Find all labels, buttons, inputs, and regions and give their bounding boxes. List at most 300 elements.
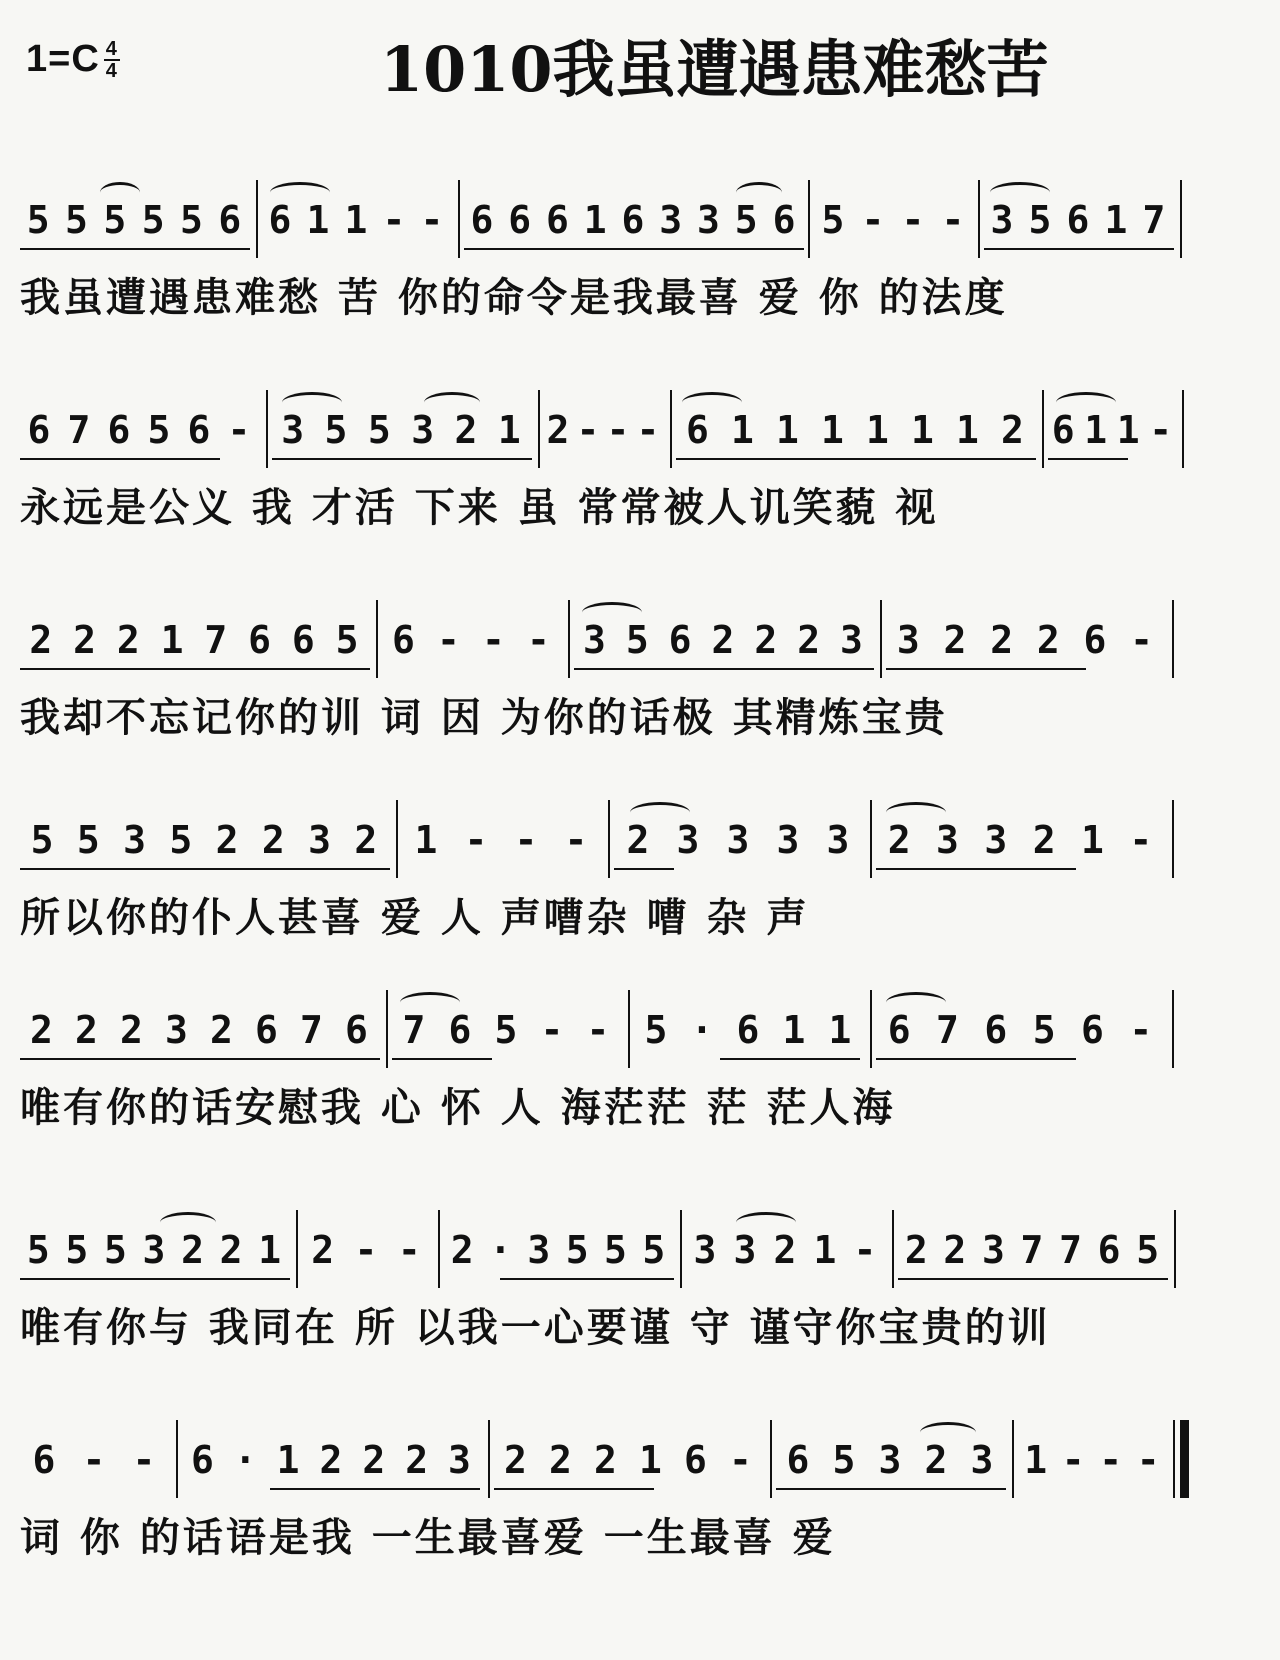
note: - [636,408,662,452]
measure [876,818,1166,862]
note: 6 [470,198,496,242]
slur [736,1212,796,1233]
beam [574,668,874,670]
lyric-line: 唯有你的话安慰我 心 怀 人 海茫茫 茫 茫人海 [20,1084,896,1131]
note: 7 [936,1008,961,1052]
notes-row [20,800,1260,882]
note: 7 [300,1008,325,1052]
note: 5 [65,1228,91,1272]
note: 2 [116,618,142,662]
note: 2 [594,1438,619,1482]
note: 2 [405,1438,431,1482]
note: 6 [190,1438,216,1482]
note: - [397,1228,423,1272]
barline [892,1210,894,1288]
music-system-7 [20,1420,1260,1566]
note: 2 [754,618,780,662]
note: 6 [772,198,798,242]
beam [464,248,804,250]
slur [886,992,946,1013]
note: 2 [1036,618,1062,662]
beam [20,1278,290,1280]
note: - [861,198,887,242]
key-signature [26,38,120,81]
note: 2 [261,818,287,862]
note: 2 [887,818,913,862]
beam [614,868,674,870]
note: 2 [73,618,99,662]
note: - [606,408,632,452]
note: 5 [65,198,90,242]
note: 1 [344,198,370,242]
note: - [586,1008,612,1052]
slur [160,1212,216,1233]
note: 2 [215,818,241,862]
notes-row [20,600,1260,682]
measure [382,618,562,662]
notes-row [20,1210,1260,1292]
note: 2 [354,818,380,862]
measure [814,198,974,242]
slur [270,182,330,203]
note: - [729,1438,754,1482]
note: 2 [362,1438,388,1482]
note: - [1099,1438,1125,1482]
note: 5 [604,1228,629,1272]
note: 5 [832,1438,858,1482]
measure [262,198,452,242]
note: 1 [1024,1438,1050,1482]
measure [20,618,370,662]
note: - [901,198,927,242]
measure [686,1228,886,1272]
barline [568,600,570,678]
note: 6 [786,1438,812,1482]
note: 3 [990,198,1016,242]
beam [20,868,390,870]
barline [396,800,398,878]
note: 3 [693,1228,719,1272]
beam [20,1058,380,1060]
note: 2 [943,1228,969,1272]
music-system-6 [20,1210,1260,1356]
measure [676,408,1036,452]
note: - [540,1008,566,1052]
note: - [482,618,507,662]
song-title: 1010我虽遭遇患难愁苦 [380,33,1049,106]
barline [870,800,872,878]
barline [1174,1210,1176,1288]
note: 2 [711,618,737,662]
note: · [690,1008,716,1052]
note: 2 [181,1228,206,1272]
barline [458,180,460,258]
beam [500,1278,674,1280]
note: 1 [828,1008,854,1052]
note: 6 [187,408,213,452]
note: 3 [984,818,1010,862]
beam [270,1488,480,1490]
note: 5 [180,198,205,242]
note: 3 [123,818,149,862]
note: 1 [1116,408,1142,452]
note: 6 [448,1008,474,1052]
note: 6 [107,408,133,452]
note: 6 [984,1008,1010,1052]
beam [20,248,250,250]
note: 6 [684,1438,709,1482]
note: 7 [67,408,93,452]
lyric-line: 我却不忘记你的训 词 因 为你的话极 其精炼宝贵 [20,694,948,741]
note: - [1149,408,1175,452]
note: 1 [813,1228,839,1272]
note: 1 [821,408,846,452]
note: 1 [276,1438,302,1482]
note: - [1061,1438,1087,1482]
note: 7 [402,1008,428,1052]
note: 6 [668,618,694,662]
note: 1 [160,618,186,662]
note: - [576,408,602,452]
beam [898,1278,1168,1280]
note: - [564,818,590,862]
barline [176,1420,178,1498]
measure [464,198,804,242]
note: 2 [990,618,1016,662]
note: 5 [367,408,393,452]
barline [808,180,810,258]
note: 2 [219,1228,245,1272]
note: 2 [120,1008,145,1052]
note: - [1130,618,1156,662]
note: 5 [26,1228,52,1272]
barline [376,600,378,678]
note: 3 [896,618,922,662]
note: 5 [141,198,167,242]
note: 5 [103,198,129,242]
note: 1 [583,198,609,242]
measure [402,818,602,862]
lyric-line: 我虽遭遇患难愁 苦 你的命令是我最喜 爱 你 的法度 [20,274,1008,321]
beam [1048,458,1128,460]
note: · [489,1228,514,1272]
barline [670,390,672,468]
note: 2 [75,1008,100,1052]
music-system-4 [20,800,1260,946]
note: 3 [697,198,722,242]
final-barline [1180,1420,1189,1498]
note: 5 [30,818,56,862]
note: - [514,818,540,862]
barline [1172,800,1174,878]
barline [1012,1420,1014,1498]
slur [100,182,140,203]
note: 2 [454,408,480,452]
note: 3 [733,1228,759,1272]
note: 5 [103,1228,129,1272]
measure [1018,1438,1168,1482]
measure [20,1228,290,1272]
note: 2 [773,1228,799,1272]
notes-row [20,180,1260,262]
note: - [1129,818,1155,862]
barline [438,1210,440,1288]
barline [608,800,610,878]
measure [20,1438,170,1482]
note: 3 [981,1228,1007,1272]
slur [682,392,742,413]
note: 2 [924,1438,950,1482]
key-text: 1=C [26,38,100,80]
beam [392,1058,492,1060]
note: 1 [1081,818,1106,862]
note: 1 [776,408,801,452]
note: 3 [411,408,437,452]
music-system-1 [20,180,1260,326]
notes-row [20,990,1260,1072]
barline [1042,390,1044,468]
slur [282,392,342,413]
note: 5 [625,618,651,662]
note: 6 [1083,618,1109,662]
note: 6 [27,408,53,452]
lyric-line: 词 你 的话语是我 一生最喜爱 一生最喜 爱 [20,1514,836,1561]
music-system-3 [20,600,1260,746]
note: 5 [1136,1228,1162,1272]
note: 3 [878,1438,904,1482]
measure [444,1228,674,1272]
note: 6 [291,618,317,662]
note: 5 [76,818,102,862]
note: 5 [1032,1008,1058,1052]
note: 3 [281,408,307,452]
note: 6 [887,1008,913,1052]
note: 2 [626,818,652,862]
beam [494,1488,654,1490]
note: 1 [306,198,332,242]
note: 6 [1081,1008,1106,1052]
note: 7 [1142,198,1168,242]
music-system-2 [20,390,1260,536]
note: 3 [448,1438,473,1482]
note: 6 [255,1008,280,1052]
note: 5 [169,818,195,862]
note: 5 [642,1228,668,1272]
note: 7 [1020,1228,1046,1272]
slur [736,182,782,203]
note: 7 [1059,1228,1084,1272]
note: 6 [392,618,417,662]
measure [182,1438,482,1482]
time-signature [104,39,120,81]
measure [634,1008,864,1052]
note: 5 [1028,198,1054,242]
measure [574,618,874,662]
beam [676,458,1036,460]
measure [984,198,1174,242]
note: - [464,818,490,862]
note: 1 [866,408,891,452]
note: - [420,198,446,242]
measure [20,408,260,452]
beam [984,248,1174,250]
note: 6 [508,198,534,242]
beam [272,458,532,460]
slur [424,392,480,413]
note: 1 [731,408,756,452]
note: 1 [497,408,523,452]
note: 2 [904,1228,930,1272]
note: - [1129,1008,1155,1052]
note: 1 [1104,198,1130,242]
note: - [382,198,408,242]
note: 5 [147,408,173,452]
time-top: 4 [105,37,118,60]
measure [494,1438,764,1482]
note: 2 [797,618,823,662]
note: 6 [621,198,647,242]
note: 3 [308,818,334,862]
notes-row [20,1420,1260,1502]
note: 6 [1051,408,1077,452]
barline [680,1210,682,1288]
measure [614,818,864,862]
note: 5 [324,408,350,452]
slur [920,1422,976,1443]
note: 5 [494,1008,520,1052]
notes-row [20,390,1260,472]
measure [272,408,532,452]
slur [990,182,1050,203]
barline [1172,600,1174,678]
slur [1056,392,1116,413]
note: 6 [32,1438,58,1482]
note: 3 [142,1228,168,1272]
note: 2 [1001,408,1026,452]
note: 3 [676,818,702,862]
measure [544,408,664,452]
note: 1 [1084,408,1110,452]
note: 3 [527,1228,553,1272]
measure [20,1008,380,1052]
note: 2 [319,1438,345,1482]
slur [886,802,946,823]
note: 3 [826,818,852,862]
barline [978,180,980,258]
note: 1 [956,408,981,452]
barline [256,180,258,258]
barline [870,990,872,1068]
note: 5 [565,1228,591,1272]
note: 1 [911,408,936,452]
note: 6 [1097,1228,1123,1272]
note: 6 [345,1008,370,1052]
note: 2 [311,1228,337,1272]
barline [628,990,630,1068]
slur [630,802,690,823]
note: 6 [545,198,571,242]
measure [886,618,1166,662]
note: - [1136,1438,1162,1482]
measure [898,1228,1168,1272]
note: 1 [782,1008,808,1052]
barline [1172,990,1174,1068]
note: 2 [943,618,969,662]
note: · [233,1438,259,1482]
lyric-line: 永远是公义 我 才活 下来 虽 常常被人讥笑藐 视 [20,484,939,531]
slur [400,992,460,1013]
note: 1 [258,1228,284,1272]
note: - [527,618,552,662]
note: 2 [210,1008,235,1052]
note: 5 [821,198,847,242]
measure [876,1008,1166,1052]
note: - [354,1228,380,1272]
beam [886,668,1086,670]
note: 3 [726,818,752,862]
beam [776,1488,1006,1490]
barline [488,1420,490,1498]
note: 7 [204,618,230,662]
note: 1 [414,818,440,862]
note: 2 [30,1008,55,1052]
note: 2 [1032,818,1058,862]
note: 2 [546,408,572,452]
note: 5 [335,618,361,662]
note: 3 [659,198,685,242]
note: 6 [218,198,244,242]
barline [1180,180,1182,258]
time-bottom: 4 [105,59,118,82]
note: 5 [644,1008,670,1052]
note: - [132,1438,158,1482]
note: 3 [936,818,961,862]
note: 2 [450,1228,476,1272]
music-system-5 [20,990,1260,1136]
beam [20,458,220,460]
note: 3 [970,1438,996,1482]
note: 3 [582,618,608,662]
note: - [853,1228,879,1272]
note: 1 [639,1438,664,1482]
note: 5 [26,198,52,242]
beam [876,1058,1076,1060]
note: 6 [268,198,294,242]
note: 3 [165,1008,190,1052]
measure [392,1008,622,1052]
barline [296,1210,298,1288]
barline [386,990,388,1068]
beam [876,868,1076,870]
measure [302,1228,432,1272]
note: 5 [734,198,760,242]
measure [20,818,390,862]
note: 2 [549,1438,574,1482]
note: 6 [1066,198,1092,242]
lyric-line: 唯有你与 我同在 所 以我一心要谨 守 谨守你宝贵的训 [20,1304,1051,1351]
note: 3 [840,618,865,662]
note: 6 [248,618,274,662]
note: - [437,618,462,662]
measure [776,1438,1006,1482]
beam [720,1058,860,1060]
barline [538,390,540,468]
note: 6 [736,1008,762,1052]
note: 2 [29,618,55,662]
note: 2 [504,1438,529,1482]
note: 3 [776,818,802,862]
barline [1182,390,1184,468]
